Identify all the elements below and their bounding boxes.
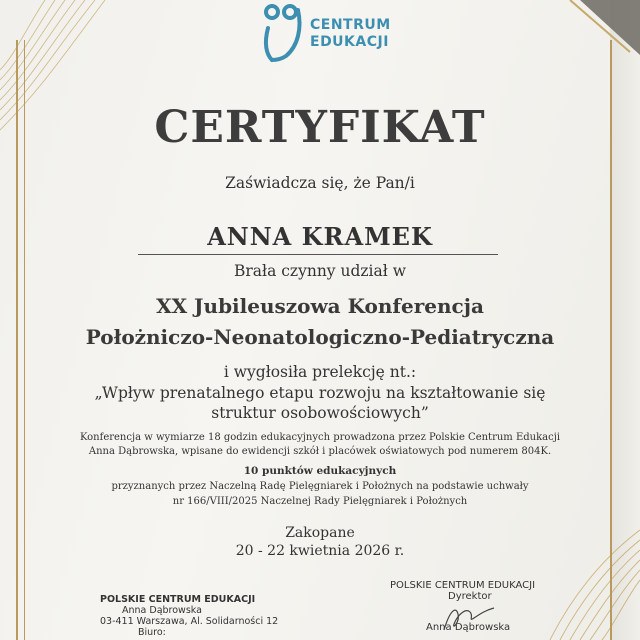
conference-name-line-1: XX Jubileuszowa Konferencja bbox=[156, 294, 484, 318]
handwritten-signature bbox=[440, 600, 500, 636]
points-line-1: przyznanych przez Naczelną Radę Pielęgniarek i Położnych na podstawie uchwały bbox=[111, 481, 529, 492]
logo-line-3: EDUKACJI bbox=[310, 34, 389, 50]
certificate-title: CERTYFIKAT bbox=[154, 102, 486, 153]
lecture-intro: i wygłosiła prelekcję nt.: bbox=[223, 363, 417, 381]
gold-corner-decoration-top-right bbox=[560, 0, 640, 60]
lecture-title-line-2: struktur osobowościowych” bbox=[211, 404, 429, 422]
logo-line-2: CENTRUM bbox=[310, 17, 391, 33]
details-line-1: Konferencja w wymiarze 18 godzin edukacyjnych prowadzona przez Polskie Centrum Edukacji bbox=[79, 432, 561, 443]
logo-wordmark bbox=[310, 0, 391, 51]
date: 20 - 22 kwietnia 2026 r. bbox=[235, 543, 405, 559]
points-heading: 10 punktów edukacyjnych bbox=[243, 465, 397, 477]
name-underline bbox=[138, 254, 498, 255]
footer-left-address: 03-411 Warszawa, Al. Solidarności 12 bbox=[100, 616, 279, 627]
footer-left-org: POLSKIE CENTRUM EDUKACJI bbox=[100, 594, 256, 605]
lecture-title-line-1: „Wpływ prenatalnego etapu rozwoju na kształtowanie się bbox=[94, 384, 546, 402]
intro-text: Zaświadcza się, że Pan/i bbox=[225, 174, 415, 192]
footer-right-org: POLSKIE CENTRUM EDUKACJI bbox=[390, 580, 536, 591]
details-line-2: Anna Dąbrowska, wpisane do ewidencji szkół i placówek oświatowych pod numerem 804K. bbox=[88, 446, 552, 457]
points-line-2: nr 166/VIII/2025 Naczelnej Rady Pielęgniarek i Położnych bbox=[172, 496, 468, 507]
participation-text: Brała czynny udział w bbox=[234, 262, 406, 280]
city: Zakopane bbox=[285, 525, 355, 541]
footer-left-person: Anna Dąbrowska bbox=[122, 605, 202, 616]
conference-name-line-2: Położniczo-Neonatologiczno-Pediatryczna bbox=[85, 325, 555, 349]
footer-left-stamp bbox=[100, 594, 278, 638]
footer-right-role: Dyrektor bbox=[448, 591, 492, 602]
recipient-name: ANNA KRAMEK bbox=[207, 222, 433, 251]
footer-left-office: Biuro: bbox=[138, 627, 166, 638]
footer-right-person: Anna Dąbrowska bbox=[426, 622, 511, 633]
